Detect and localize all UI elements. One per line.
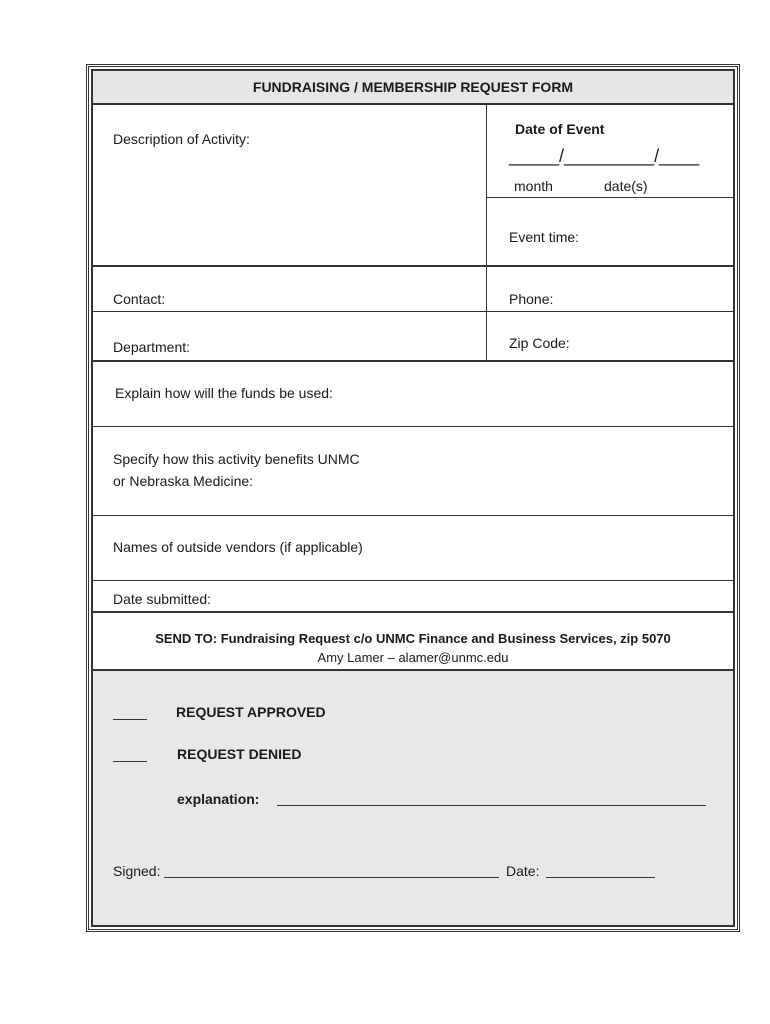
signed-label: Signed: [113, 863, 161, 879]
date-submitted-label: Date submitted: [113, 591, 212, 607]
form-title: FUNDRAISING / MEMBERSHIP REQUEST FORM [93, 71, 733, 103]
send-to-contact: Amy Lamer – alamer@unmc.edu [317, 650, 509, 665]
divider-department [93, 360, 733, 362]
explanation-label: explanation: [177, 791, 260, 807]
vendors-label: Names of outside vendors (if applicable) [113, 539, 363, 555]
date-of-event-field[interactable]: _____/_________/____ [509, 146, 700, 166]
month-label: month [514, 178, 553, 194]
divider-description [93, 265, 733, 267]
zip-code-label: Zip Code: [509, 335, 570, 351]
department-label: Department: [113, 339, 191, 355]
send-to-line: SEND TO: Fundraising Request c/o UNMC Finance and Business Services, zip 5070 [155, 631, 671, 646]
approved-checkbox-line[interactable] [113, 719, 147, 720]
request-denied-label: REQUEST DENIED [177, 746, 302, 762]
divider-title [93, 103, 733, 105]
approval-date-field[interactable] [546, 877, 655, 878]
dates-label: date(s) [604, 178, 648, 194]
approval-date-label: Date: [506, 863, 540, 879]
request-approved-label: REQUEST APPROVED [176, 704, 326, 720]
date-of-event-label: Date of Event [515, 121, 605, 137]
signature-field[interactable] [164, 877, 499, 878]
phone-label: Phone: [509, 291, 554, 307]
benefits-label-line2: or Nebraska Medicine: [113, 473, 254, 489]
explanation-field[interactable] [277, 805, 706, 806]
contact-label: Contact: [113, 291, 166, 307]
divider-contact [93, 311, 733, 312]
divider-benefits [93, 515, 733, 516]
benefits-label-line1: Specify how this activity benefits UNMC [113, 451, 360, 467]
event-time-label: Event time: [509, 229, 580, 245]
denied-checkbox-line[interactable] [113, 761, 147, 762]
divider-date-time [487, 197, 733, 198]
divider-send-to [93, 669, 733, 671]
column-divider [486, 103, 487, 360]
divider-funds [93, 426, 733, 427]
funds-usage-label: Explain how will the funds be used: [115, 385, 333, 401]
divider-vendors [93, 580, 733, 581]
description-field-label: Description of Activity: [113, 131, 250, 147]
divider-date-submitted [93, 611, 733, 613]
